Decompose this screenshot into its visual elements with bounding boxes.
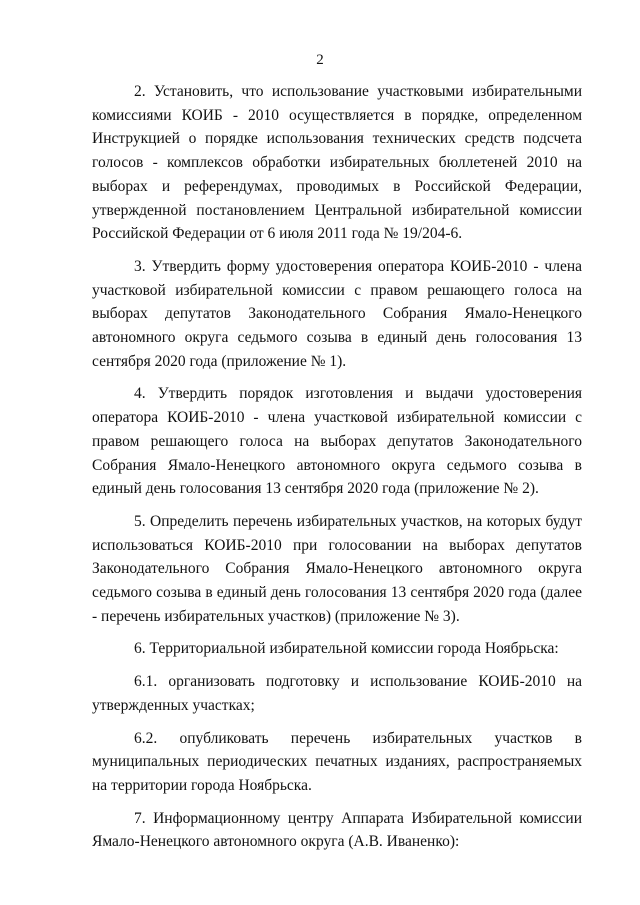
paragraph-item-7: 7. Информационному центру Аппарата Избирательной комиссии Ямало-Ненецкого автономного округа (А.В. Иваненко):	[92, 809, 582, 851]
paragraph-item-5: 5. Определить перечень избирательных участков, на которых будут использоваться КОИБ-2010 при голосовании на выборах депутатов Законодательного Собрания Ямало-Ненецкого автономного округа седьмого созыва в единый день голосования 13 сентября 2020 года (далее - перечень избирательных участков) (приложение № 3).	[92, 512, 582, 625]
paragraph-item-3: 3. Утвердить форму удостоверения оператора КОИБ-2010 - члена участковой избирательной комиссии с правом решающего голоса на выборах депутатов Законодательного Собрания Ямало-Ненецкого автономного округа седьмого созыва в единый день голосования 13 сентября 2020 года (приложение № 1).	[92, 257, 582, 370]
document-body	[92, 80, 582, 863]
paragraph-item-6-2: 6.2. опубликовать перечень избирательных участков в муниципальных периодических печатных изданиях, распространяемых на территории города Ноябрьска.	[92, 729, 582, 794]
paragraph-item-6-1: 6.1. организовать подготовку и использование КОИБ-2010 на утвержденных участках;	[92, 673, 582, 714]
page-number: 2	[316, 52, 324, 68]
paragraph-item-2: 2. Установить, что использование участковыми избирательными комиссиями КОИБ - 2010 осуществляется в порядке, определенном Инструкцией о порядке использования технических средств подсчета голосов - комплексов обработки избирательных бюллетеней 2010 на выборах и референдумах, проводимых в Российской Федерации, утвержденной постановлением Центральной избирательной комиссии Российской Федерации от 6 июля 2011 года № 19/204-6.	[92, 83, 582, 243]
paragraph-item-6: 6. Территориальной избирательной комиссии города Ноябрьска:	[134, 640, 559, 658]
paragraph-item-4: 4. Утвердить порядок изготовления и выдачи удостоверения оператора КОИБ-2010 - члена участковой избирательной комиссии с правом решающего голоса на выборах депутатов Законодательного Собрания Ямало-Ненецкого автономного округа седьмого созыва в единый день голосования 13 сентября 2020 года (приложение № 2).	[92, 385, 582, 498]
